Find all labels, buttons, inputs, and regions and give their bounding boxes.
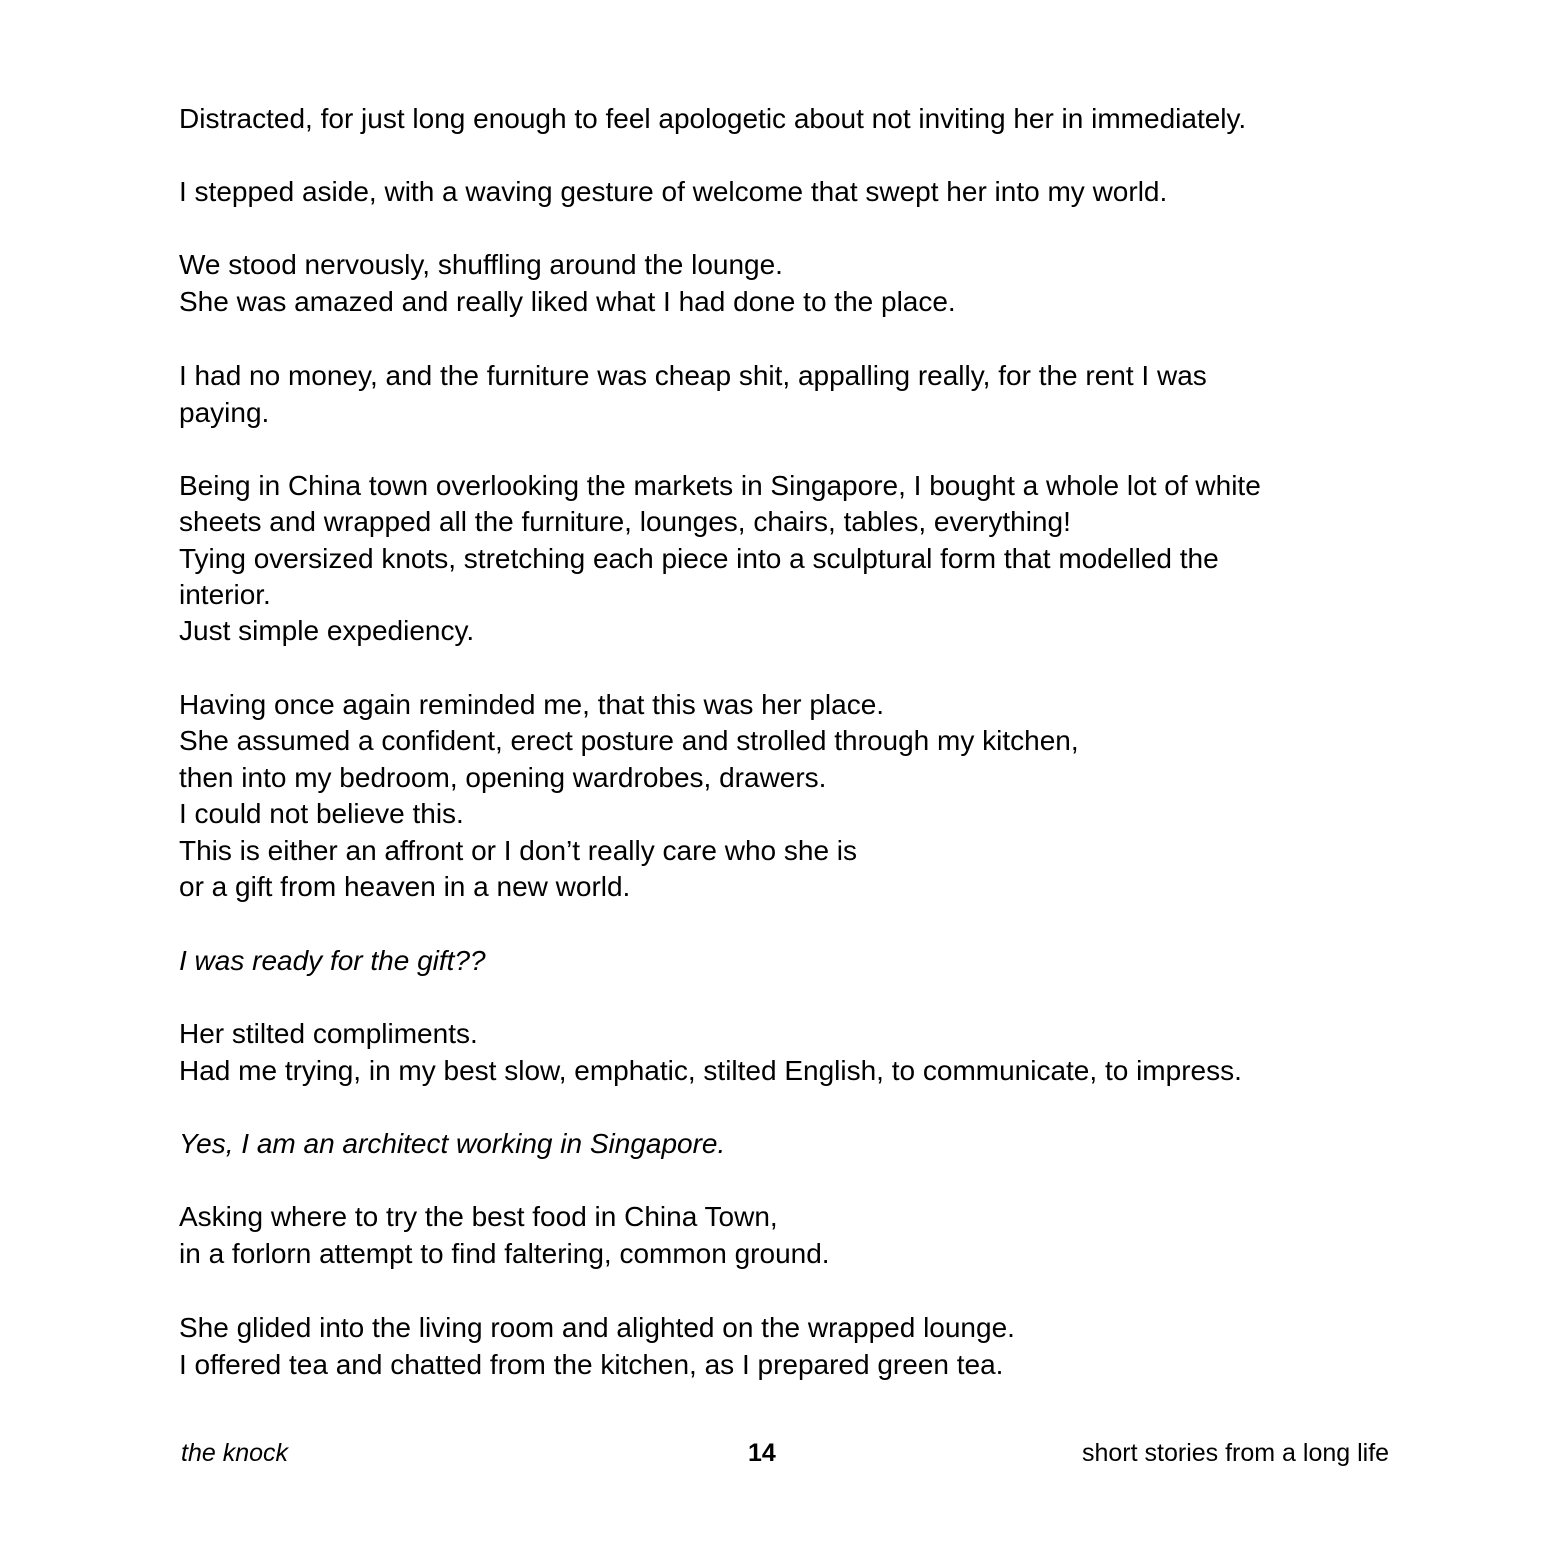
text-line: She was amazed and really liked what I had done to the place. [179,286,956,317]
text-line: I offered tea and chatted from the kitchen, as I prepared green tea. [179,1349,1004,1380]
text-line: Her stilted compliments. [179,1018,478,1049]
text-line: interior. [179,579,271,610]
text-line: I could not believe this. [179,798,464,829]
text-line: Had me trying, in my best slow, emphatic, stilted English, to communicate, to impress. [179,1055,1242,1086]
italic-text-line: Yes, I am an architect working in Singapore. [179,1128,726,1159]
text-line: We stood nervously, shuffling around the lounge. [179,249,783,280]
text-line: I had no money, and the furniture was cheap shit, appalling really, for the rent I was [179,360,1207,391]
text-line: or a gift from heaven in a new world. [179,871,631,902]
text-line: I stepped aside, with a waving gesture of welcome that swept her into my world. [179,176,1168,207]
footer-page-number: 14 [748,1439,776,1467]
text-line: She glided into the living room and alighted on the wrapped lounge. [179,1312,1015,1343]
text-line: Asking where to try the best food in China Town, [179,1201,778,1232]
footer-book-title: short stories from a long life [1082,1439,1390,1467]
text-line: She assumed a confident, erect posture and strolled through my kitchen, [179,725,1079,756]
text-line: then into my bedroom, opening wardrobes, drawers. [179,762,827,793]
italic-text-line: I was ready for the gift?? [179,945,486,976]
text-line: Distracted, for just long enough to feel apologetic about not inviting her in immediately. [179,103,1247,134]
text-line: sheets and wrapped all the furniture, lounges, chairs, tables, everything! [179,506,1071,537]
text-line: Tying oversized knots, stretching each piece into a sculptural form that modelled the [179,543,1219,574]
text-line: in a forlorn attempt to find faltering, common ground. [179,1238,830,1269]
text-line: Being in China town overlooking the markets in Singapore, I bought a whole lot of white [179,470,1261,501]
text-line: paying. [179,397,270,428]
footer-story-title: the knock [181,1439,289,1467]
text-line: Having once again reminded me, that this was her place. [179,689,885,720]
text-line: Just simple expediency. [179,615,475,646]
text-line: This is either an affront or I don’t really care who she is [179,835,858,866]
